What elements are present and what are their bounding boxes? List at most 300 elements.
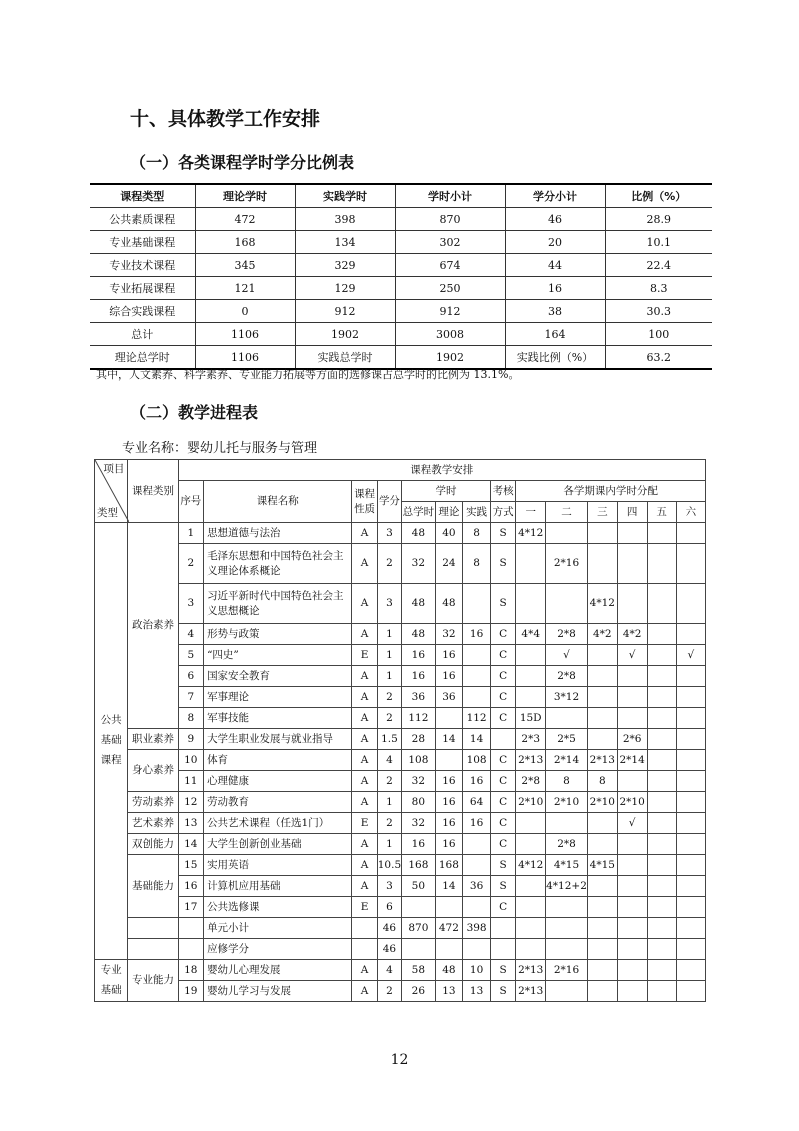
- table-cell: 398: [295, 208, 395, 231]
- cell-theory: 16: [435, 771, 463, 792]
- cell-nature: A: [352, 876, 377, 897]
- cell-theory: 32: [435, 624, 463, 645]
- cell-credit: 2: [377, 771, 401, 792]
- cell-practice: 398: [463, 918, 491, 939]
- cell-nature: E: [352, 645, 377, 666]
- cell-s5: [647, 750, 676, 771]
- page-number: 12: [390, 1052, 409, 1068]
- cell-s1: [516, 584, 546, 624]
- subsection-title-schedule: （二）教学进程表: [130, 403, 259, 422]
- table-cell: 10.1: [605, 231, 712, 254]
- course-category-cell: [128, 939, 178, 960]
- cell-s3: 2*13: [587, 750, 617, 771]
- cell-s2: [546, 813, 588, 834]
- table-row: [95, 876, 706, 897]
- table-row: [95, 750, 706, 771]
- cell-s3: [587, 666, 617, 687]
- header-name: 课程名称: [204, 481, 352, 523]
- cell-total: 58: [402, 960, 435, 981]
- cell-s1: [516, 813, 546, 834]
- cell-seq: 6: [178, 666, 203, 687]
- cell-name: 单元小计: [204, 918, 352, 939]
- header-semester-6: 六: [676, 502, 705, 523]
- table-row: [95, 834, 706, 855]
- cell-s3: [587, 708, 617, 729]
- cell-s5: [647, 981, 676, 1002]
- table-cell: 1106: [195, 323, 295, 346]
- cell-s3: 4*12: [587, 584, 617, 624]
- cell-seq: 3: [178, 584, 203, 624]
- cell-s1: 2*13: [516, 981, 546, 1002]
- cell-nature: A: [352, 855, 377, 876]
- cell-s4: [617, 666, 647, 687]
- cell-s2: [546, 918, 588, 939]
- table-cell: 100: [605, 323, 712, 346]
- cell-credit: 2: [377, 813, 401, 834]
- cell-s1: [516, 645, 546, 666]
- cell-seq: 5: [178, 645, 203, 666]
- cell-exam: S: [490, 960, 515, 981]
- cell-s2: 2*8: [546, 834, 588, 855]
- cell-s4: [617, 687, 647, 708]
- table-row: [95, 544, 706, 584]
- cell-name: 军事技能: [204, 708, 352, 729]
- elective-note: 其中，人文素养、科学素养、专业能力拓展等方面的选修课占总学时的比例为 13.1%。: [96, 368, 520, 381]
- header-credit: 学分: [377, 481, 401, 523]
- table-row: [90, 277, 712, 300]
- table-row: [95, 960, 706, 981]
- cell-credit: 2: [377, 981, 401, 1002]
- cell-s4: [617, 523, 647, 544]
- cell-s4: [617, 771, 647, 792]
- cell-credit: 1.5: [377, 729, 401, 750]
- cell-total: 50: [402, 876, 435, 897]
- cell-credit: 1: [377, 645, 401, 666]
- header-semester-5: 五: [647, 502, 676, 523]
- cell-s2: 4*15: [546, 855, 588, 876]
- cell-exam: C: [490, 897, 515, 918]
- cell-s1: [516, 687, 546, 708]
- cell-credit: 10.5: [377, 855, 401, 876]
- cell-s6: [676, 687, 705, 708]
- table-row: [95, 918, 706, 939]
- cell-s3: 8: [587, 771, 617, 792]
- cell-s1: 4*12: [516, 855, 546, 876]
- cell-s1: 2*10: [516, 792, 546, 813]
- cell-practice: 16: [463, 624, 491, 645]
- cell-practice: [463, 897, 491, 918]
- cell-seq: 7: [178, 687, 203, 708]
- cell-s5: [647, 544, 676, 584]
- cell-s4: √: [617, 813, 647, 834]
- cell-s3: [587, 918, 617, 939]
- cell-exam: S: [490, 584, 515, 624]
- cell-s2: 2*10: [546, 792, 588, 813]
- cell-s4: [617, 544, 647, 584]
- cell-seq: 8: [178, 708, 203, 729]
- table-cell: 129: [295, 277, 395, 300]
- table-cell: 28.9: [605, 208, 712, 231]
- cell-credit: 1: [377, 792, 401, 813]
- cell-s5: [647, 666, 676, 687]
- cell-seq: [178, 918, 203, 939]
- cell-total: 108: [402, 750, 435, 771]
- cell-name: 计算机应用基础: [204, 876, 352, 897]
- header-semester: 各学期课内学时分配: [516, 481, 706, 502]
- table-cell: 综合实践课程: [90, 300, 195, 323]
- cell-practice: 64: [463, 792, 491, 813]
- header-cell: 学时小计: [395, 184, 505, 208]
- cell-s3: [587, 645, 617, 666]
- cell-exam: C: [490, 813, 515, 834]
- table-cell: 63.2: [605, 346, 712, 370]
- header-hours: 学时: [402, 481, 491, 502]
- table-cell: 302: [395, 231, 505, 254]
- course-category-cell: 身心素养: [128, 750, 178, 792]
- table-row: [95, 897, 706, 918]
- cell-exam: S: [490, 523, 515, 544]
- table-cell: 0: [195, 300, 295, 323]
- cell-seq: 14: [178, 834, 203, 855]
- cell-s4: [617, 584, 647, 624]
- table-cell: 121: [195, 277, 295, 300]
- cell-exam: [490, 729, 515, 750]
- credit-ratio-table: [90, 183, 712, 370]
- cell-nature: [352, 918, 377, 939]
- cell-credit: 4: [377, 750, 401, 771]
- table-cell: 总计: [90, 323, 195, 346]
- cell-s2: 2*8: [546, 624, 588, 645]
- cell-total: 48: [402, 523, 435, 544]
- cell-credit: 1: [377, 834, 401, 855]
- cell-seq: 18: [178, 960, 203, 981]
- cell-seq: 19: [178, 981, 203, 1002]
- cell-s2: 2*16: [546, 960, 588, 981]
- table-cell: 870: [395, 208, 505, 231]
- cell-nature: A: [352, 981, 377, 1002]
- cell-s2: [546, 897, 588, 918]
- header-cell: 学分小计: [505, 184, 605, 208]
- cell-nature: A: [352, 771, 377, 792]
- cell-s5: [647, 918, 676, 939]
- cell-total: 48: [402, 584, 435, 624]
- teaching-schedule-table: [94, 459, 706, 1002]
- cell-theory: 14: [435, 876, 463, 897]
- cell-nature: E: [352, 897, 377, 918]
- cell-s1: 4*12: [516, 523, 546, 544]
- table-row: [95, 666, 706, 687]
- cell-theory: 24: [435, 544, 463, 584]
- cell-s1: [516, 544, 546, 584]
- major-name: 专业名称：婴幼儿托与服务与管理: [122, 441, 318, 456]
- cell-s5: [647, 834, 676, 855]
- header-theory: 理论: [435, 502, 463, 523]
- header-semester-3: 三: [587, 502, 617, 523]
- cell-nature: E: [352, 813, 377, 834]
- cell-s4: 4*2: [617, 624, 647, 645]
- cell-exam: [490, 939, 515, 960]
- table-cell: 实践比例（%）: [505, 346, 605, 370]
- header-cell: 课程类型: [90, 184, 195, 208]
- cell-theory: 168: [435, 855, 463, 876]
- cell-s5: [647, 645, 676, 666]
- cell-s6: [676, 584, 705, 624]
- cell-s6: [676, 666, 705, 687]
- cell-s1: 2*3: [516, 729, 546, 750]
- course-category-cell: [128, 918, 178, 939]
- cell-name: 应修学分: [204, 939, 352, 960]
- cell-s6: [676, 771, 705, 792]
- table-header-row: [95, 481, 706, 502]
- cell-s1: [516, 666, 546, 687]
- cell-seq: 1: [178, 523, 203, 544]
- cell-total: 48: [402, 624, 435, 645]
- table-row: [95, 584, 706, 624]
- cell-theory: [435, 897, 463, 918]
- table-row: [95, 813, 706, 834]
- table-row: [90, 323, 712, 346]
- cell-s6: [676, 544, 705, 584]
- cell-name: 大学生职业发展与就业指导: [204, 729, 352, 750]
- cell-seq: 13: [178, 813, 203, 834]
- cell-name: 实用英语: [204, 855, 352, 876]
- header-arrangement: 课程教学安排: [178, 460, 705, 481]
- cell-total: 28: [402, 729, 435, 750]
- table-header-row: [90, 184, 712, 208]
- cell-s6: [676, 960, 705, 981]
- cell-total: 16: [402, 834, 435, 855]
- cell-s3: [587, 960, 617, 981]
- table-row: [95, 523, 706, 544]
- cell-s1: 2*13: [516, 750, 546, 771]
- cell-nature: A: [352, 523, 377, 544]
- table-cell: 专业技术课程: [90, 254, 195, 277]
- cell-nature: [352, 939, 377, 960]
- corner-cell: [95, 460, 128, 523]
- header-practice: 实践: [463, 502, 491, 523]
- table-row: [95, 687, 706, 708]
- table-cell: 250: [395, 277, 505, 300]
- cell-total: 112: [402, 708, 435, 729]
- course-category-cell: 劳动素养: [128, 792, 178, 813]
- cell-practice: 112: [463, 708, 491, 729]
- cell-name: 心理健康: [204, 771, 352, 792]
- cell-s5: [647, 876, 676, 897]
- cell-credit: 2: [377, 544, 401, 584]
- cell-s4: [617, 897, 647, 918]
- cell-theory: 14: [435, 729, 463, 750]
- cell-s4: [617, 960, 647, 981]
- cell-s1: [516, 939, 546, 960]
- cell-total: 32: [402, 771, 435, 792]
- cell-practice: 108: [463, 750, 491, 771]
- cell-s6: √: [676, 645, 705, 666]
- table-header-row: [95, 460, 706, 481]
- cell-s4: [617, 939, 647, 960]
- cell-theory: [435, 708, 463, 729]
- corner-top-label: 项目: [103, 463, 125, 475]
- cell-total: 16: [402, 645, 435, 666]
- cell-credit: 46: [377, 939, 401, 960]
- cell-seq: 12: [178, 792, 203, 813]
- subsection-title-ratio: （一）各类课程学时学分比例表: [130, 153, 355, 172]
- cell-total: 26: [402, 981, 435, 1002]
- cell-total: 32: [402, 544, 435, 584]
- course-category-cell: 双创能力: [128, 834, 178, 855]
- cell-s2: 2*16: [546, 544, 588, 584]
- cell-s6: [676, 729, 705, 750]
- cell-exam: C: [490, 645, 515, 666]
- cell-exam: C: [490, 666, 515, 687]
- header-semester-2: 二: [546, 502, 588, 523]
- table-cell: 公共素质课程: [90, 208, 195, 231]
- cell-nature: A: [352, 666, 377, 687]
- cell-practice: 8: [463, 523, 491, 544]
- table-cell: 912: [295, 300, 395, 323]
- header-cell: 理论学时: [195, 184, 295, 208]
- corner-bottom-label: 类型: [97, 506, 118, 519]
- cell-credit: 1: [377, 666, 401, 687]
- table-cell: 912: [395, 300, 505, 323]
- cell-s1: [516, 918, 546, 939]
- cell-nature: A: [352, 544, 377, 584]
- cell-s5: [647, 792, 676, 813]
- table-cell: 16: [505, 277, 605, 300]
- cell-practice: [463, 939, 491, 960]
- course-category-cell: 职业素养: [128, 729, 178, 750]
- cell-s5: [647, 855, 676, 876]
- cell-name: 国家安全教育: [204, 666, 352, 687]
- cell-name: 大学生创新创业基础: [204, 834, 352, 855]
- header-seq: 序号: [178, 481, 203, 523]
- cell-exam: [490, 918, 515, 939]
- cell-s5: [647, 523, 676, 544]
- cell-s6: [676, 813, 705, 834]
- cell-practice: [463, 855, 491, 876]
- cell-theory: 16: [435, 834, 463, 855]
- table-cell: 1902: [395, 346, 505, 370]
- header-total: 总学时: [402, 502, 435, 523]
- table-row: [95, 624, 706, 645]
- cell-practice: 8: [463, 544, 491, 584]
- cell-s1: 4*4: [516, 624, 546, 645]
- cell-s3: 4*2: [587, 624, 617, 645]
- cell-s2: [546, 523, 588, 544]
- cell-name: 婴幼儿心理发展: [204, 960, 352, 981]
- cell-s6: [676, 750, 705, 771]
- table-row: [90, 254, 712, 277]
- cell-exam: C: [490, 687, 515, 708]
- cell-s4: 2*6: [617, 729, 647, 750]
- cell-s2: [546, 708, 588, 729]
- cell-practice: 13: [463, 981, 491, 1002]
- cell-credit: 6: [377, 897, 401, 918]
- cell-seq: 9: [178, 729, 203, 750]
- cell-name: “四史”: [204, 645, 352, 666]
- table-row: [95, 708, 706, 729]
- cell-s5: [647, 813, 676, 834]
- table-cell: 164: [505, 323, 605, 346]
- table-cell: 20: [505, 231, 605, 254]
- cell-nature: A: [352, 624, 377, 645]
- table-row: [95, 855, 706, 876]
- header-semester-4: 四: [617, 502, 647, 523]
- table-row: [90, 231, 712, 254]
- cell-total: [402, 939, 435, 960]
- cell-practice: 36: [463, 876, 491, 897]
- cell-s2: 4*12+2: [546, 876, 588, 897]
- cell-s4: [617, 918, 647, 939]
- header-exam: 考核: [490, 481, 515, 502]
- cell-s6: [676, 897, 705, 918]
- cell-practice: 16: [463, 771, 491, 792]
- cell-s5: [647, 624, 676, 645]
- cell-s5: [647, 584, 676, 624]
- cell-s6: [676, 624, 705, 645]
- cell-exam: S: [490, 544, 515, 584]
- cell-s3: [587, 813, 617, 834]
- cell-credit: 4: [377, 960, 401, 981]
- cell-nature: A: [352, 792, 377, 813]
- cell-seq: 4: [178, 624, 203, 645]
- cell-s1: 2*13: [516, 960, 546, 981]
- cell-seq: 2: [178, 544, 203, 584]
- cell-seq: 17: [178, 897, 203, 918]
- cell-practice: [463, 645, 491, 666]
- table-cell: 22.4: [605, 254, 712, 277]
- table-cell: 理论总学时: [90, 346, 195, 370]
- table-row: [95, 981, 706, 1002]
- cell-s3: [587, 834, 617, 855]
- cell-s2: 2*5: [546, 729, 588, 750]
- table-cell: 1902: [295, 323, 395, 346]
- cell-total: [402, 897, 435, 918]
- header-cell: 实践学时: [295, 184, 395, 208]
- cell-exam: S: [490, 876, 515, 897]
- cell-total: 80: [402, 792, 435, 813]
- cell-credit: 3: [377, 876, 401, 897]
- cell-practice: [463, 666, 491, 687]
- table-cell: 30.3: [605, 300, 712, 323]
- course-category-cell: 艺术素养: [128, 813, 178, 834]
- cell-seq: 11: [178, 771, 203, 792]
- cell-s2: √: [546, 645, 588, 666]
- cell-nature: A: [352, 584, 377, 624]
- cell-nature: A: [352, 834, 377, 855]
- table-row: [95, 729, 706, 750]
- cell-name: 军事理论: [204, 687, 352, 708]
- cell-s3: [587, 523, 617, 544]
- course-category-cell: 政治素养: [128, 523, 178, 729]
- table-cell: 674: [395, 254, 505, 277]
- cell-name: 劳动教育: [204, 792, 352, 813]
- cell-s3: [587, 544, 617, 584]
- cell-s1: [516, 834, 546, 855]
- table-cell: 345: [195, 254, 295, 277]
- table-row: [90, 300, 712, 323]
- table-cell: 专业拓展课程: [90, 277, 195, 300]
- header-semester-1: 一: [516, 502, 546, 523]
- cell-name: 公共选修课: [204, 897, 352, 918]
- table-cell: 472: [195, 208, 295, 231]
- table-cell: 专业基础课程: [90, 231, 195, 254]
- cell-s2: [546, 939, 588, 960]
- cell-s3: [587, 687, 617, 708]
- cell-s1: [516, 876, 546, 897]
- cell-s2: 2*14: [546, 750, 588, 771]
- cell-credit: 3: [377, 523, 401, 544]
- cell-total: 16: [402, 666, 435, 687]
